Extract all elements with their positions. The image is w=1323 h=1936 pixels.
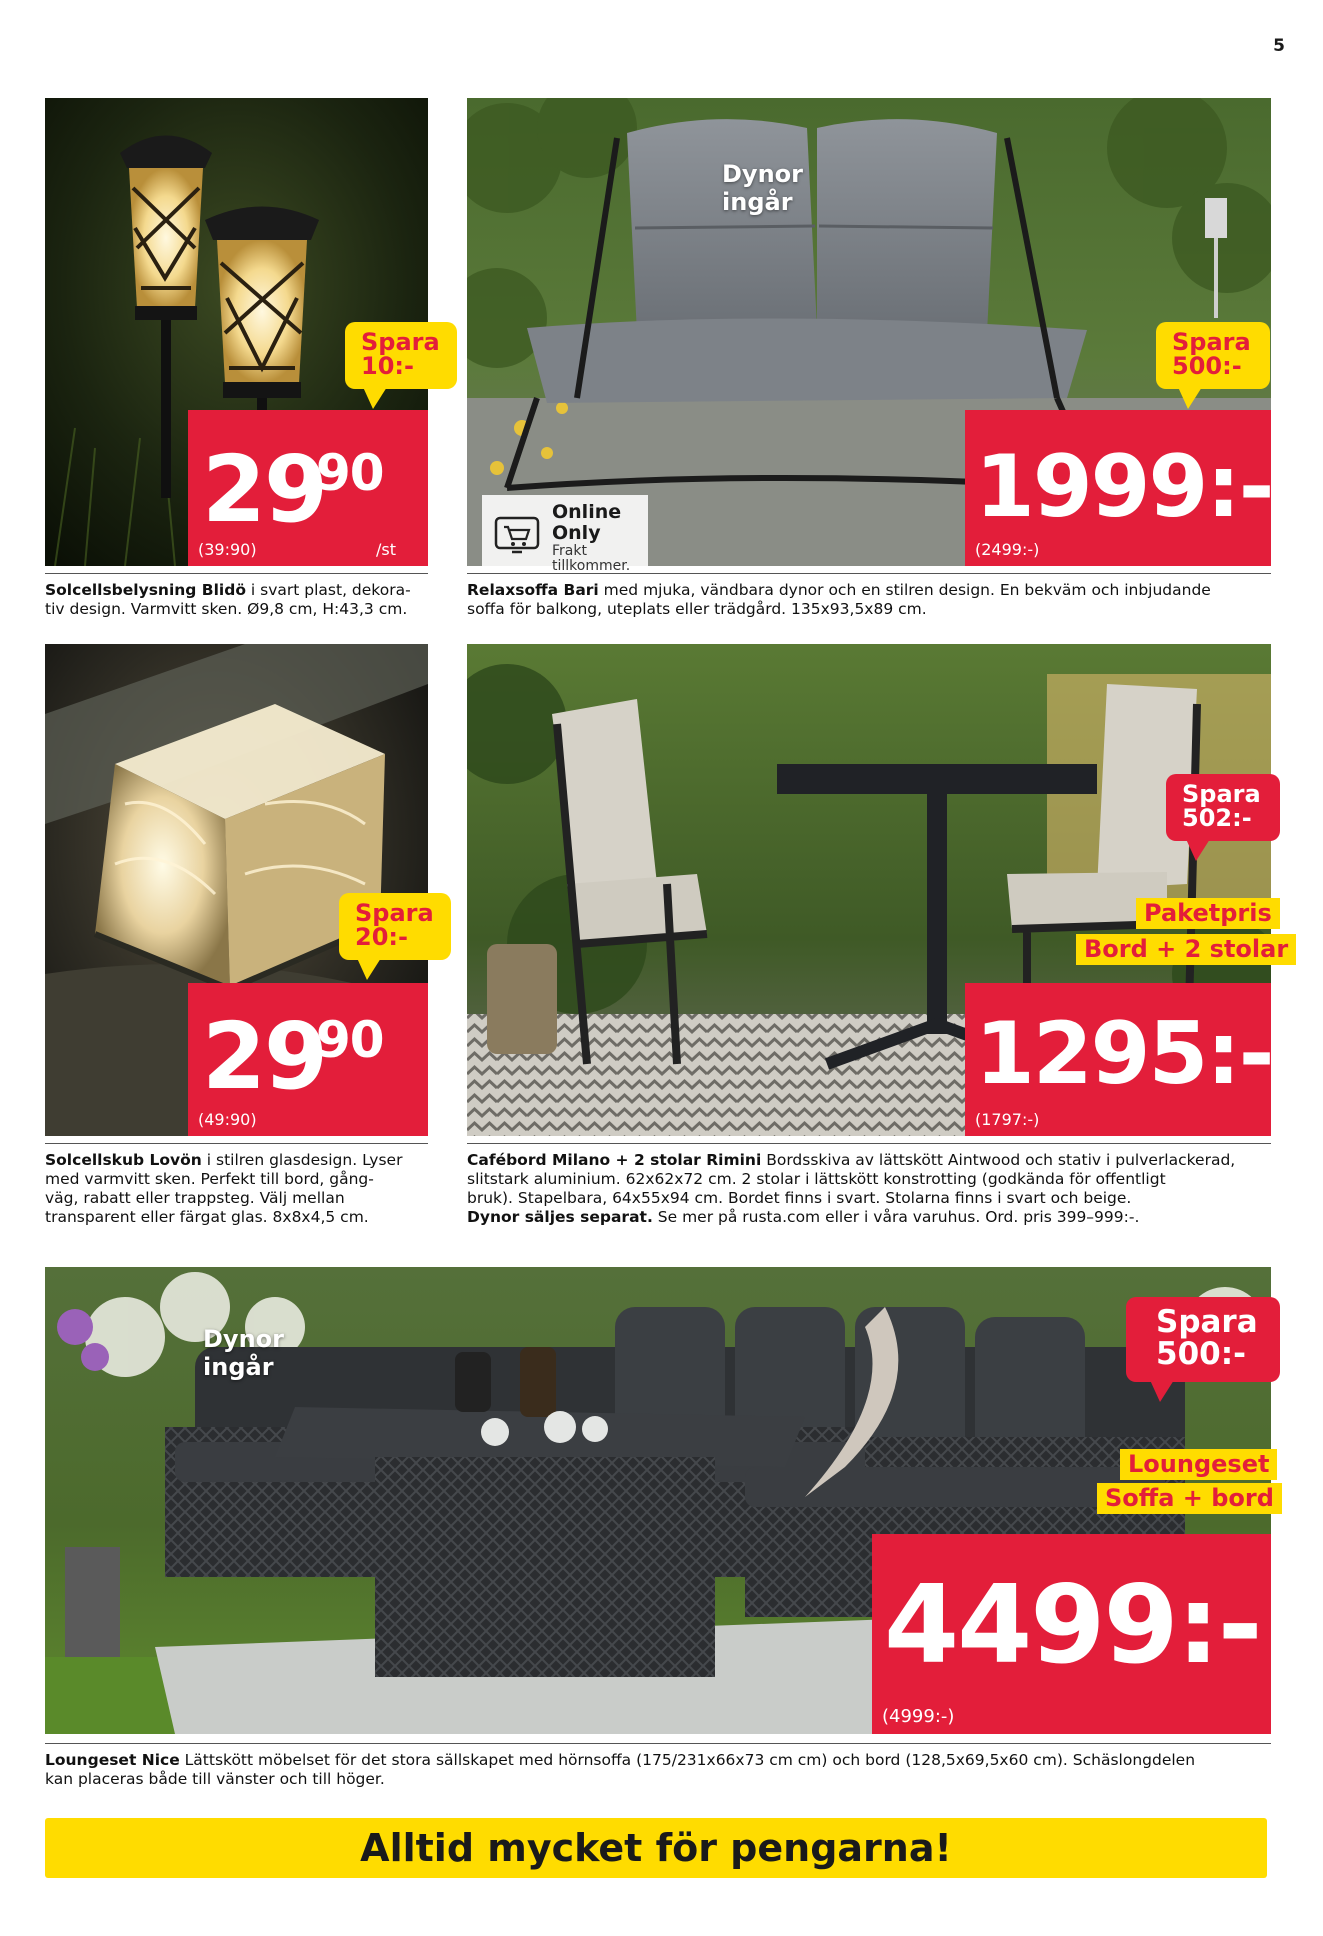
- package-badge-milano: [1136, 898, 1280, 929]
- original-price: (49:90): [198, 1110, 257, 1129]
- save-amount: 500:-: [1156, 1335, 1246, 1372]
- product-name: Solcellsbelysning Blidö: [45, 581, 246, 599]
- slogan-banner: Alltid mycket för pengarna!: [45, 1818, 1267, 1878]
- product-name: Cafébord Milano + 2 stolar Rimini: [467, 1151, 762, 1169]
- cart-icon: [494, 516, 540, 560]
- price-whole: 1295:-: [975, 1004, 1273, 1104]
- shipping-note: Frakt tillkommer.: [552, 542, 631, 575]
- price-box-lovon: [188, 983, 428, 1136]
- cushions-included-badge: Dynor ingår: [722, 160, 803, 216]
- desc-line: Bordsskiva av lättskött Aintwood och stativ i pulverlackerad,: [761, 1151, 1236, 1169]
- desc-line: i stilren glasdesign. Lyser: [201, 1151, 403, 1169]
- description-nice: [45, 1743, 1271, 1789]
- save-bubble-bari: [1156, 322, 1270, 389]
- price-decimal: 90: [316, 1011, 384, 1069]
- price-decimal: 90: [316, 444, 384, 502]
- desc-line: bruk). Stapelbara, 64x55x94 cm. Bordet finns i svart. Stolarna finns i svart och beige.: [467, 1188, 1132, 1207]
- desc-line: kan placeras både till vänster och till höger.: [45, 1769, 385, 1788]
- original-price: (4999:-): [882, 1706, 955, 1727]
- package-subtitle-milano: Bord + 2 stolar: [1076, 934, 1296, 965]
- price-whole: 29: [202, 436, 327, 543]
- price-whole: 29: [202, 1003, 327, 1110]
- desc-line: med mjuka, vändbara dynor och en stilren design. En bekväm och inbjudande: [598, 581, 1211, 599]
- package-label: Paketpris: [1144, 899, 1272, 927]
- save-label: Spara: [355, 899, 434, 927]
- save-amount: 20:-: [355, 923, 408, 952]
- description-lovon: [45, 1143, 428, 1227]
- save-bubble-blido: [345, 322, 457, 389]
- save-amount: 10:-: [361, 352, 414, 381]
- desc-line: Lättskött möbelset för det stora sällskapet med hörnsoffa (175/231x66x73 cm cm) och bord (128,5x69,5x60 cm). Schäslongdelen: [179, 1751, 1196, 1769]
- desc-line: med varmvitt sken. Perfekt till bord, gång-: [45, 1169, 374, 1188]
- save-amount: 500:-: [1172, 352, 1242, 381]
- save-bubble-lovon: [339, 893, 451, 960]
- original-price: (1797:-): [975, 1110, 1040, 1129]
- desc-line: tiv design. Varmvitt sken. Ø9,8 cm, H:43,3 cm.: [45, 599, 408, 618]
- desc-line: slitstark aluminium. 62x62x72 cm. 2 stolar i lättskött konstrotting (godkända för offentligt: [467, 1169, 1166, 1188]
- save-bubble-milano: [1166, 774, 1280, 841]
- online-only-label: Online Only: [552, 501, 622, 544]
- package-subtitle-nice: Soffa + bord: [1097, 1483, 1282, 1514]
- online-only-badge: [482, 495, 648, 582]
- desc-line: Se mer på rusta.com eller i våra varuhus. Ord. pris 399–999:-.: [652, 1207, 1140, 1226]
- product-name: Solcellskub Lovön: [45, 1151, 202, 1169]
- save-label: Spara: [1156, 1304, 1258, 1340]
- description-blido: [45, 573, 428, 619]
- package-badge-nice: Loungeset: [1120, 1449, 1277, 1480]
- price-box-milano: [965, 983, 1271, 1136]
- cushions-note: Dynor säljes separat.: [467, 1207, 653, 1226]
- original-price: (2499:-): [975, 540, 1040, 559]
- price-unit: /st: [376, 540, 396, 559]
- description-bari: [467, 573, 1271, 619]
- price-box-blido: [188, 410, 428, 566]
- desc-line: transparent eller färgat glas. 8x8x4,5 cm.: [45, 1207, 369, 1226]
- save-label: Spara: [1182, 780, 1261, 808]
- desc-line: i svart plast, dekora-: [246, 581, 411, 599]
- price-box-nice: [872, 1534, 1271, 1734]
- price-box-bari: [965, 410, 1271, 566]
- cushions-included-badge: Dynor ingår: [203, 1325, 284, 1381]
- save-amount: 502:-: [1182, 804, 1252, 833]
- description-milano: [467, 1143, 1271, 1227]
- desc-line: soffa för balkong, uteplats eller trädgård. 135x93,5x89 cm.: [467, 599, 927, 618]
- desc-line: väg, rabatt eller trappsteg. Välj mellan: [45, 1188, 345, 1207]
- original-price: (39:90): [198, 540, 257, 559]
- product-name: Loungeset Nice: [45, 1751, 180, 1769]
- product-name: Relaxsoffa Bari: [467, 581, 599, 599]
- price-whole: 1999:-: [975, 437, 1273, 537]
- save-bubble-nice: [1126, 1297, 1280, 1382]
- page-number: 5: [1273, 36, 1285, 56]
- save-label: Spara: [1172, 328, 1251, 356]
- price-whole: 4499:-: [884, 1563, 1261, 1688]
- save-label: Spara: [361, 328, 440, 356]
